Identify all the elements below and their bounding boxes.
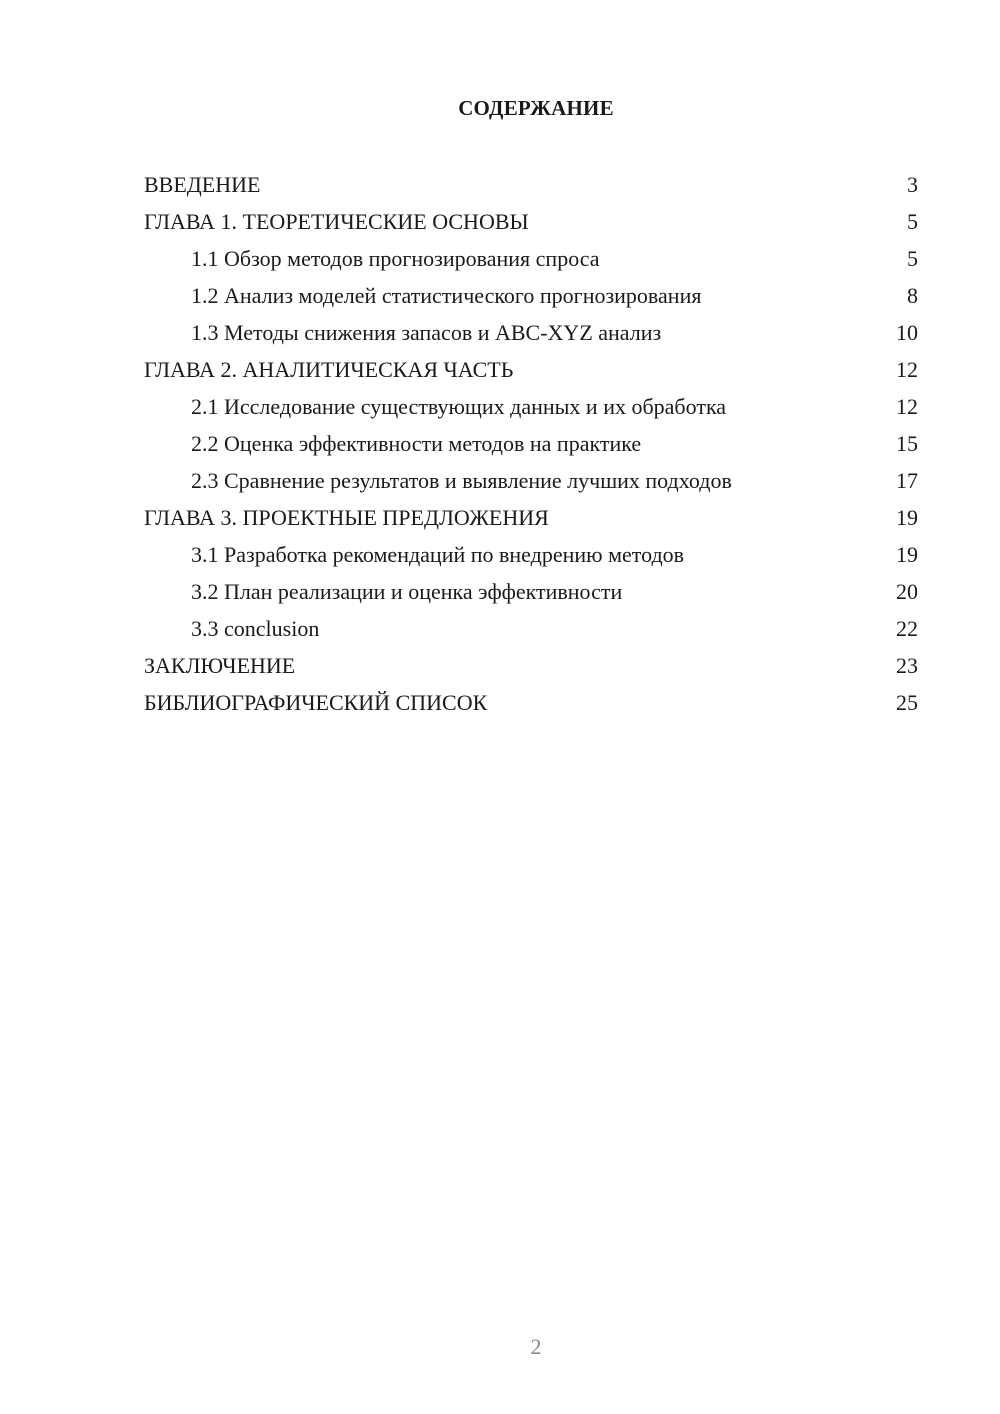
toc-entry-page: 19 — [896, 505, 918, 530]
toc-entry-label: 3.2 План реализации и оценка эффективности — [191, 579, 623, 604]
toc-entry-label: 2.3 Сравнение результатов и выявление лучших подходов — [191, 468, 732, 493]
toc-entry-page: 12 — [896, 394, 918, 419]
toc-entry-section-2-2[interactable] — [144, 425, 918, 462]
toc-entry-label: ГЛАВА 2. АНАЛИТИЧЕСКАЯ ЧАСТЬ — [144, 357, 514, 382]
toc-entry-section-1-3[interactable] — [144, 314, 918, 351]
toc-entry-section-2-1[interactable] — [144, 388, 918, 425]
toc-entry-section-3-2[interactable] — [144, 573, 918, 610]
toc-entry-chapter-2[interactable] — [144, 351, 918, 388]
toc-entry-introduction[interactable] — [144, 166, 918, 203]
toc-entry-page: 10 — [896, 320, 918, 345]
toc-entry-section-1-1[interactable] — [144, 240, 918, 277]
toc-entry-page: 22 — [896, 616, 918, 641]
toc-entry-conclusion[interactable] — [144, 647, 918, 684]
toc-entry-page: 23 — [896, 653, 918, 678]
toc-entry-section-1-2[interactable] — [144, 277, 918, 314]
toc-entry-page: 8 — [907, 283, 918, 308]
toc-entry-label: 1.1 Обзор методов прогнозирования спроса — [191, 246, 600, 271]
toc-entry-label: 2.1 Исследование существующих данных и их обработка — [191, 394, 727, 419]
toc-entry-chapter-1[interactable] — [144, 203, 918, 240]
page-title: СОДЕРЖАНИЕ — [458, 96, 614, 120]
toc-entry-page: 3 — [907, 172, 918, 197]
toc-entry-label: 3.1 Разработка рекомендаций по внедрению методов — [191, 542, 685, 567]
toc-entry-label: ГЛАВА 3. ПРОЕКТНЫЕ ПРЕДЛОЖЕНИЯ — [144, 505, 549, 530]
toc-entry-label: ГЛАВА 1. ТЕОРЕТИЧЕСКИЕ ОСНОВЫ — [144, 209, 529, 234]
table-of-contents — [144, 166, 918, 721]
toc-entry-label: ВВЕДЕНИЕ — [144, 172, 261, 197]
toc-entry-label: 2.2 Оценка эффективности методов на практике — [191, 431, 642, 456]
toc-entry-page: 17 — [896, 468, 918, 493]
toc-entry-page: 5 — [907, 209, 918, 234]
toc-entry-label: БИБЛИОГРАФИЧЕСКИЙ СПИСОК — [144, 690, 488, 715]
toc-entry-label: 3.3 conclusion — [191, 616, 320, 641]
toc-entry-label: 1.2 Анализ моделей статистического прогнозирования — [191, 283, 702, 308]
toc-entry-section-3-3[interactable] — [144, 610, 918, 647]
toc-entry-page: 25 — [896, 690, 918, 715]
toc-entry-page: 5 — [907, 246, 918, 271]
toc-entry-section-3-1[interactable] — [144, 536, 918, 573]
toc-entry-chapter-3[interactable] — [144, 499, 918, 536]
toc-entry-page: 19 — [896, 542, 918, 567]
toc-entry-section-2-3[interactable] — [144, 462, 918, 499]
toc-entry-label: 1.3 Методы снижения запасов и ABC-XYZ анализ — [191, 320, 662, 345]
toc-entry-page: 15 — [896, 431, 918, 456]
toc-entry-page: 20 — [896, 579, 918, 604]
toc-entry-page: 12 — [896, 357, 918, 382]
page-number: 2 — [530, 1334, 542, 1359]
toc-entry-bibliography[interactable] — [144, 684, 918, 721]
toc-entry-label: ЗАКЛЮЧЕНИЕ — [144, 653, 296, 678]
